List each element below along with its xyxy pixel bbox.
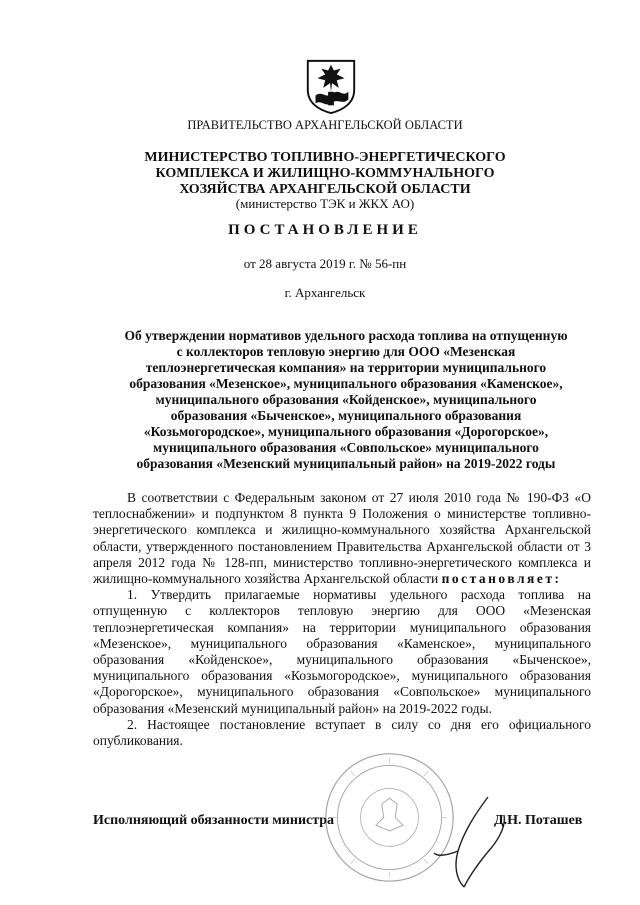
- government-name: ПРАВИТЕЛЬСТВО АРХАНГЕЛЬСКОЙ ОБЛАСТИ: [187, 118, 463, 132]
- subject-line: «Козьмогородское», муниципального образования «Дорогорское»,: [143, 424, 549, 439]
- decree-city: г. Архангельск: [284, 285, 366, 300]
- ministry-line: ХОЗЯЙСТВА АРХАНГЕЛЬСКОЙ ОБЛАСТИ: [179, 182, 471, 197]
- ministry-line: МИНИСТЕРСТВО ТОПЛИВНО-ЭНЕРГЕТИЧЕСКОГО: [144, 150, 506, 165]
- decree-subject: [96, 328, 596, 472]
- subject-line: Об утверждении нормативов удельного расхода топлива на отпущенную: [124, 328, 568, 343]
- decree-date-number: от 28 августа 2019 г. № 56-пн: [243, 256, 407, 271]
- decree-body: [93, 490, 591, 749]
- body-intro-paragraph: [93, 490, 591, 587]
- subject-line: образования «Мезенский муниципальный район» на 2019-2022 годы: [136, 456, 556, 471]
- document-type-title: ПОСТАНОВЛЕНИЕ: [228, 222, 422, 238]
- body-item-2: 2. Настоящее постановление вступает в силу со дня его официального опубликования.: [93, 716, 591, 749]
- body-item-1: 1. Утвердить прилагаемые нормативы удельного расхода топлива на отпущенную с коллекторов тепловую энергию для ООО «Мезенская теплоэнергетическая компания» на территории муниципального образования «Мезенское», муниципального образования «Каменское», муниципального образования «Койденское», муниципального образования «Быченское», муниципального образования «Козьмогородское», муниципального образования «Дорогорское», муниципального образования «Совпольское» муниципального образования «Мезенский муниципальный район» на 2019-2022 годы.: [93, 587, 591, 716]
- handwritten-signature: [430, 795, 510, 890]
- coat-of-arms-icon: [302, 57, 360, 115]
- ministry-abbreviation: (министерство ТЭК и ЖКХ АО): [235, 196, 415, 211]
- subject-line: теплоэнергетическая компания» на территории муниципального: [145, 360, 547, 375]
- subject-line: с коллекторов тепловую энергию для ООО «Мезенская: [176, 344, 516, 359]
- subject-line: образования «Мезенское», муниципального образования «Каменское»,: [129, 376, 563, 391]
- ministry-line: КОМПЛЕКСА И ЖИЛИЩНО-КОММУНАЛЬНОГО: [155, 166, 495, 181]
- subject-line: муниципального образования «Койденское», муниципального: [155, 392, 537, 407]
- decrees-word: постановляет:: [441, 571, 562, 587]
- subject-line: муниципального образования «Совпольское» муниципального: [153, 440, 539, 455]
- signatory-name: Д.Н. Поташев: [494, 813, 583, 828]
- intro-text: В соответствии с Федеральным законом от 27 июля 2010 года № 190-ФЗ «О теплоснабжении» и подпунктом 8 пункта 9 Положения о министерстве топливно-энергетического комплекса и жилищно-коммунального хозяйства Архангельской области, утвержденного постановлением Правительства Архангельской области от 3 апреля 2012 года № 128-пп, министерство топливно-энергетического комплекса и жилищно-коммунального хозяйства Архангельской области: [93, 490, 591, 587]
- subject-line: образования «Быченское», муниципального образования: [170, 408, 522, 423]
- signatory-position: Исполняющий обязанности министра: [93, 813, 335, 828]
- ministry-name: [60, 150, 590, 198]
